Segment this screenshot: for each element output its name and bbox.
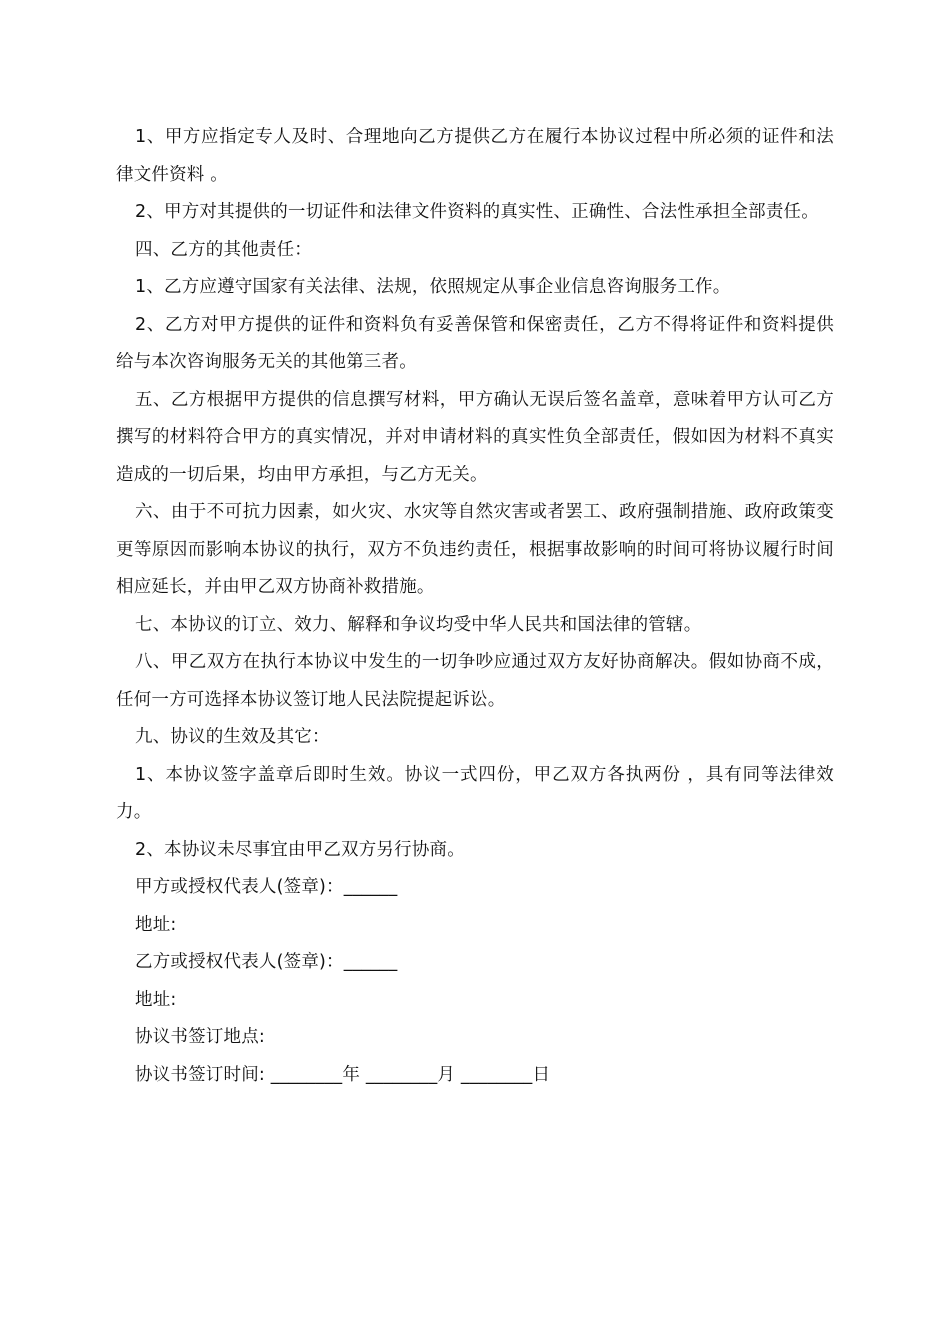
party-b-address: 地址: bbox=[135, 989, 177, 1010]
clause-9-2: 2、本协议未尽事宜由甲乙双方另行协商。 bbox=[135, 839, 465, 860]
party-a-signature: 甲方或授权代表人(签章)：______ bbox=[135, 877, 398, 897]
section-7: 七、本协议的订立、效力、解释和争议均受中华人民共和国法律的管辖。 bbox=[135, 614, 702, 635]
signing-date: 协议书签订时间: ________年 ________月 ________日 bbox=[135, 1064, 551, 1085]
clause-a1: 1、甲方应指定专人及时、合理地向乙方提供乙方在履行本协议过程中所必须的证件和法律文件资料 。 bbox=[116, 127, 834, 185]
signing-place: 协议书签订地点: bbox=[135, 1027, 265, 1047]
party-a-address: 地址: bbox=[135, 914, 177, 935]
party-b-signature: 乙方或授权代表人(签章)：______ bbox=[135, 952, 398, 972]
section-8: 八、甲乙双方在执行本协议中发生的一切争吵应通过双方友好协商解决。假如协商不成，任何一方可选择本协议签订地人民法院提起诉讼。 bbox=[116, 652, 834, 710]
section-5: 五、乙方根据甲方提供的信息撰写材料，甲方确认无误后签名盖章，意味着甲方认可乙方撰写的材料符合甲方的真实情况，并对申请材料的真实性负全部责任，假如因为材料不真实造成的一切后果，均由甲方承担，与乙方无关。 bbox=[116, 389, 834, 485]
clause-a2: 2、甲方对其提供的一切证件和法律文件资料的真实性、正确性、合法性承担全部责任。 bbox=[135, 202, 819, 222]
section-9-heading: 九、协议的生效及其它： bbox=[135, 727, 330, 747]
section-4-heading: 四、乙方的其他责任： bbox=[135, 239, 312, 260]
clause-4-1: 1、乙方应遵守国家有关法律、法规，依照规定从事企业信息咨询服务工作。 bbox=[135, 277, 731, 297]
clause-9-1: 1、本协议签字盖章后即时生效。协议一式四份，甲乙双方各执两份 ，具有同等法律效力。 bbox=[116, 764, 834, 822]
document-body bbox=[116, 119, 834, 1094]
clause-4-2: 2、乙方对甲方提供的证件和资料负有妥善保管和保密责任，乙方不得将证件和资料提供给与本次咨询服务无关的其他第三者。 bbox=[116, 314, 834, 372]
section-6: 六、由于不可抗力因素，如火灾、水灾等自然灾害或者罢工、政府强制措施、政府政策变更等原因而影响本协议的执行，双方不负违约责任，根据事故影响的时间可将协议履行时间相应延长，并由甲乙双方协商补救措施。 bbox=[116, 502, 834, 597]
